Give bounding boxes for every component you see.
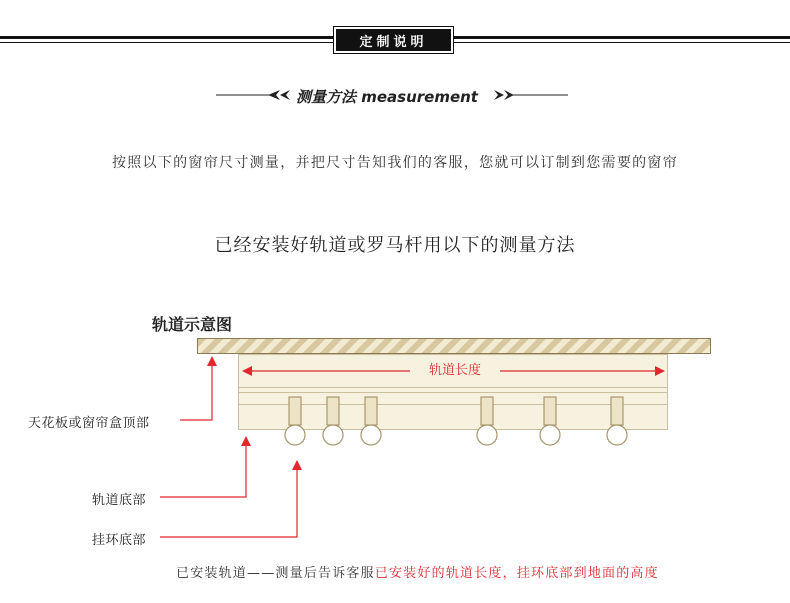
final-note bbox=[176, 562, 659, 581]
hook bbox=[481, 397, 493, 425]
final-note-highlight: 已安装好的轨道长度，挂环底部到地面的高度 bbox=[374, 566, 659, 581]
section-heading: 已经安装好轨道或罗马杆用以下的测量方法 bbox=[214, 235, 576, 256]
ring bbox=[285, 425, 305, 445]
track-bottom-leader bbox=[160, 436, 251, 497]
track-length-label: 轨道长度 bbox=[412, 362, 498, 380]
ceiling-label: 天花板或窗帘盒顶部 bbox=[28, 416, 150, 431]
hook bbox=[544, 397, 556, 425]
ring bbox=[477, 425, 497, 445]
ring bbox=[323, 425, 343, 445]
measurement-title: 测量方法 measurement bbox=[296, 88, 478, 106]
intro-text: 按照以下的窗帘尺寸测量，并把尺寸告知我们的客服，您就可以订制到您需要的窗帘 bbox=[111, 155, 679, 171]
ring bbox=[361, 425, 381, 445]
hook-rings bbox=[285, 397, 627, 445]
track-bottom-label: 轨道底部 bbox=[92, 493, 147, 508]
ceiling-leader bbox=[180, 356, 217, 420]
ring bbox=[540, 425, 560, 445]
hook bbox=[327, 397, 339, 425]
hook bbox=[611, 397, 623, 425]
hook bbox=[289, 397, 301, 425]
header-badge-label: 定制说明 bbox=[336, 29, 451, 51]
ring-bottom-label: 挂环底部 bbox=[92, 533, 147, 548]
diagram-title: 轨道示意图 bbox=[152, 315, 233, 334]
ring-bottom-leader bbox=[160, 460, 302, 537]
hook bbox=[365, 397, 377, 425]
ring bbox=[607, 425, 627, 445]
final-note-prefix: 已安装轨道——测量后告诉客服 bbox=[176, 566, 375, 581]
